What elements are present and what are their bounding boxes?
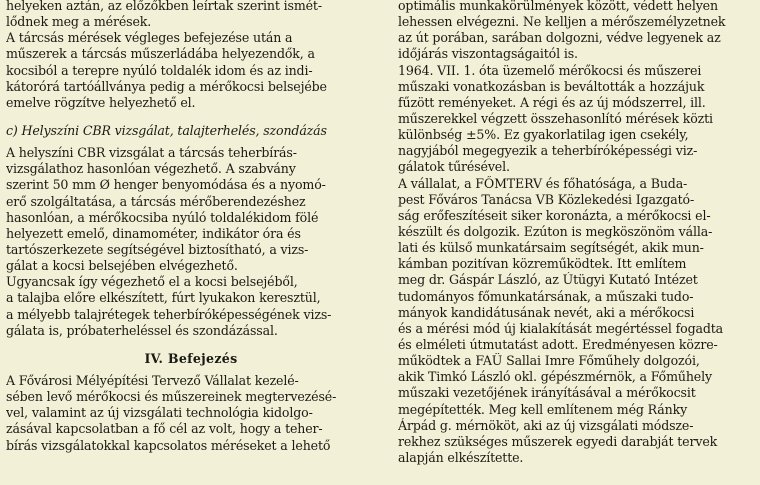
text-line: a mélyebb talajrétegek teherbíróképességének vizs-: [6, 306, 332, 322]
text-line: bírás vizsgálatokkal kapcsolatos méréseket a lehető: [6, 437, 331, 453]
text-line: kámban pozitívan közreműködtek. Itt említem: [398, 256, 687, 272]
text-line: alapján elkészítette.: [398, 449, 524, 465]
text-line: Ugyancsak így végezhető el a kocsi belsejéből,: [6, 274, 298, 290]
paragraph: [6, 274, 376, 339]
text-line: tartószerkezete segítségével biztosítható, a vizs-: [6, 241, 309, 257]
text-line: működtek a FAÜ Sallai Imre Főműhely dolgozói,: [398, 353, 700, 369]
text-line: A helyszíni CBR vizsgálat a tárcsás teherbírás-: [6, 145, 297, 161]
text-line: megépítették. Meg kell említenem még Ránky: [398, 401, 688, 417]
text-line: lehessen elvégezni. Ne kelljen a mérőszemélyzetnek: [398, 14, 726, 30]
text-line: nagyjából megegyezik a teherbíróképességi viz-: [398, 143, 698, 159]
spacer: [6, 339, 376, 351]
text-line: Árpád g. mérnököt, aki az új vizsgálati módsze-: [398, 417, 694, 433]
text-line: szerint 50 mm Ø henger benyomódása és a nyomó-: [6, 177, 326, 193]
text-line: műszerek a tárcsás műszerládába helyezendők, a: [6, 46, 315, 62]
text-line: műszaki vezetőjének irányításával a mérőkocsit: [398, 385, 696, 401]
text-line: A tárcsás mérések végleges befejezése után a: [6, 30, 293, 46]
text-line: műszaki vonatkozásban is beváltották a hozzájuk: [398, 78, 705, 94]
text-line: gálata is, próbaterheléssel és szondázással.: [6, 322, 278, 338]
text-line: A vállalat, a FŐMTERV és főhatósága, a Buda-: [398, 175, 688, 191]
text-line: A Fővárosi Mélyépítési Tervező Vállalat kezelé-: [6, 372, 299, 388]
text-line: helyezett emelő, dinamométer, indikátor óra és: [6, 225, 301, 241]
text-line: hasonlóan, a mérőkocsiba nyúló toldalékidom fölé: [6, 209, 319, 225]
text-line: 1964. VII. 1. óta üzemelő mérőkocsi és műszerei: [398, 62, 702, 78]
paragraph: [398, 176, 754, 467]
text-line: rekhez szükséges műszerek egyedi darabját tervek: [398, 433, 718, 449]
text-line: gálatok tűrésével.: [398, 159, 510, 175]
text-line: tudományos főmunkatársának, a műszaki tudo-: [398, 288, 694, 304]
text-line: meg dr. Gáspár László, az Útügyi Kutató Intézet: [398, 272, 698, 288]
text-line: különbség ±5%. Ez gyakorlatilag igen csekély,: [398, 127, 689, 143]
text-line: vel, valamint az új vizsgálati technológia kidolgo-: [6, 405, 313, 421]
paragraph: [398, 63, 754, 176]
text-line: helyeken aztán, az előzőkben leírtak szerint ismét-: [6, 0, 322, 13]
text-line: optimális munkakörülmények között, védett helyen: [398, 0, 718, 13]
paragraph: [398, 0, 754, 63]
text-line: műszerekkel végzett összehasonlító mérések közti: [398, 110, 713, 126]
section-subheading: c) Helyszíni CBR vizsgálat, talajterhelés, szondázás: [6, 122, 327, 138]
text-line: pest Főváros Tanácsa VB Közlekedési Igazgató-: [398, 191, 695, 207]
text-line: akik Timkó László okl. gépészmérnök, a Főműhely: [398, 369, 712, 385]
text-line: lődnek meg a mérések.: [6, 14, 152, 30]
text-line: erő szolgáltatása, a tárcsás mérőberendezéshez: [6, 193, 306, 209]
text-line: a talajba előre elkészített, fúrt lyukakon keresztül,: [6, 290, 321, 306]
paragraph: [6, 145, 376, 274]
text-line: ság erőfeszítéseit siker koronázta, a mérőkocsi el-: [398, 207, 711, 223]
text-line: sében levő mérőkocsi és műszereinek megtervezésé-: [6, 389, 337, 405]
text-line: emelve rögzítve helyezhető el.: [6, 94, 196, 110]
paragraph: [6, 30, 376, 111]
text-line: kocsiból a terepre nyúló toldalék idom és az indi-: [6, 62, 313, 78]
text-line: időjárás viszontagságaitól is.: [398, 46, 578, 62]
text-line: és a mérési mód új kialakítását megértéssel fogadta: [398, 320, 724, 336]
text-line: zásával kapcsolatban a fő cél az volt, hogy a teher-: [6, 421, 323, 437]
text-line: készült és dolgozik. Ezúton is megköszönöm válla-: [398, 223, 713, 239]
right-column: [398, 0, 754, 466]
text-line: lati és külső munkatársaim segítségét, akik mun-: [398, 240, 704, 256]
left-column: [6, 0, 376, 454]
paragraph: [6, 0, 376, 30]
text-line: fűzött reményeket. A régi és az új módszerrel, ill.: [398, 94, 706, 110]
spacer: [6, 111, 376, 123]
text-line: az út porában, sarában dolgozni, védve legyenek az: [398, 30, 721, 46]
paragraph: [6, 373, 376, 454]
text-line: és elméleti útmutatást adott. Eredményesen közre-: [398, 336, 718, 352]
text-line: vizsgálathoz hasonlóan végezhető. A szabvány: [6, 161, 296, 177]
section-heading: IV. Befejezés: [144, 350, 238, 366]
text-line: gálat a kocsi belsejében elvégezhető.: [6, 258, 238, 274]
text-line: kátorórá tartóállványa pedig a mérőkocsi belsejébe: [6, 78, 327, 94]
text-line: mányok kandidátusának nevét, aki a mérőkocsi: [398, 304, 695, 320]
